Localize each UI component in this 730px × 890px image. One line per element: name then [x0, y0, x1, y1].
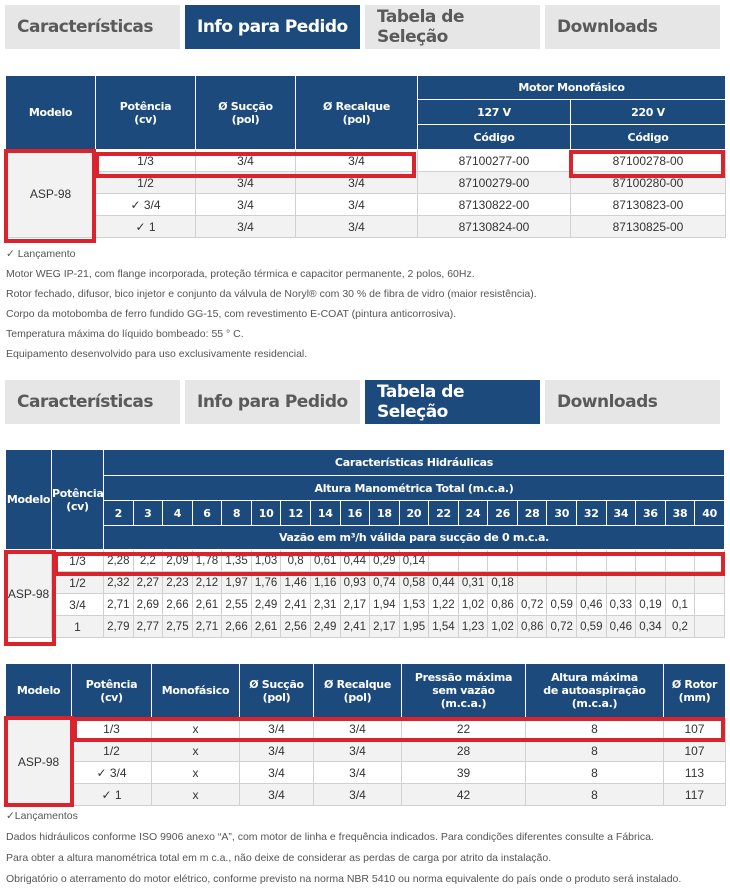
flow-cell — [488, 550, 518, 572]
flow-cell: 2,31 — [310, 594, 340, 616]
col-220v: 220 V — [571, 100, 726, 125]
col-modelo: Modelo — [6, 450, 52, 550]
note-line: Corpo da motobomba de ferro fundido GG-15, com revestimento E-COAT (pintura anticorrosiva). — [6, 308, 457, 320]
rotor-cell: 107 — [664, 718, 726, 740]
flow-cell: 2,56 — [281, 616, 311, 638]
col-potencia: Potência (cv) — [96, 76, 196, 150]
head-16: 16 — [340, 501, 370, 526]
recalque-cell: 3/4 — [314, 762, 402, 784]
potencia-cell: 1/3 — [96, 150, 196, 172]
flow-cell: 0,33 — [606, 594, 636, 616]
flow-cell: 1,35 — [222, 550, 252, 572]
flow-cell: 0,61 — [310, 550, 340, 572]
table-row — [6, 594, 725, 616]
col-rotor: Ø Rotor (mm) — [664, 664, 726, 718]
flow-cell: 2,75 — [163, 616, 193, 638]
flow-cell: 0,72 — [547, 616, 577, 638]
pressao-cell: 28 — [402, 740, 526, 762]
flow-cell: 2,27 — [133, 572, 163, 594]
order-notes — [6, 244, 537, 364]
flow-cell: 1,97 — [222, 572, 252, 594]
flow-cell: 1,46 — [281, 572, 311, 594]
flow-cell: 1,78 — [192, 550, 222, 572]
flow-cell — [636, 550, 666, 572]
tab-info-pedido[interactable]: Info para Pedido — [185, 5, 360, 49]
col-altura-manometrica: Altura Manométrica Total (m.c.a.) — [104, 476, 725, 501]
rotor-cell: 117 — [664, 784, 726, 806]
tab-tabela-selecao[interactable]: Tabela de Seleção — [365, 380, 540, 424]
flow-cell: 2,2 — [133, 550, 163, 572]
rotor-cell: 113 — [664, 762, 726, 784]
succao-cell: 3/4 — [196, 194, 296, 216]
head-26: 26 — [488, 501, 518, 526]
potencia-cell: 1 — [52, 616, 104, 638]
succao-cell: 3/4 — [196, 150, 296, 172]
flow-cell: 2,69 — [133, 594, 163, 616]
flow-cell: 2,49 — [251, 594, 281, 616]
codigo-220-cell: 87100278-00 — [571, 150, 726, 172]
rotor-cell: 107 — [664, 740, 726, 762]
flow-cell — [606, 550, 636, 572]
flow-cell: 0,31 — [458, 572, 488, 594]
col-modelo: Modelo — [6, 76, 96, 150]
recalque-cell: 3/4 — [314, 740, 402, 762]
head-24: 24 — [458, 501, 488, 526]
tab-tabela-selecao[interactable]: Tabela de Seleção — [365, 5, 540, 49]
succao-cell: 3/4 — [240, 784, 314, 806]
spec-notes — [6, 806, 681, 890]
succao-cell: 3/4 — [196, 172, 296, 194]
head-3: 3 — [133, 501, 163, 526]
flow-cell — [636, 572, 666, 594]
hydraulic-table — [5, 449, 725, 638]
codigo-127-cell: 87130822-00 — [418, 194, 571, 216]
table-row — [6, 550, 725, 572]
flow-cell: 0,74 — [370, 572, 400, 594]
flow-cell — [547, 550, 577, 572]
flow-cell: 2,28 — [104, 550, 134, 572]
table-row — [6, 718, 726, 740]
flow-cell — [695, 616, 725, 638]
flow-cell: 1,95 — [399, 616, 429, 638]
note-line: ✓ Lançamento — [6, 248, 76, 260]
monofasico-cell: x — [152, 718, 240, 740]
flow-cell: 0,44 — [340, 550, 370, 572]
flow-cell: 2,41 — [340, 616, 370, 638]
col-succao: Ø Sucção (pol) — [196, 76, 296, 150]
flow-cell: 2,41 — [281, 594, 311, 616]
flow-cell — [517, 572, 547, 594]
head-4: 4 — [163, 501, 193, 526]
tab-caracteristicas[interactable]: Características — [5, 380, 180, 424]
monofasico-cell: x — [152, 762, 240, 784]
note-line: Dados hidráulicos conforme ISO 9906 anexo “A”, com motor de linha e frequência indicados. Para condições diferentes consulte a Fábrica. — [6, 831, 654, 843]
altura-cell: 8 — [526, 784, 664, 806]
recalque-cell: 3/4 — [296, 172, 418, 194]
recalque-cell: 3/4 — [296, 216, 418, 238]
flow-cell — [665, 550, 695, 572]
table-row — [6, 784, 726, 806]
flow-cell: 2,71 — [192, 616, 222, 638]
head-38: 38 — [665, 501, 695, 526]
flow-cell: 0,18 — [488, 572, 518, 594]
flow-cell: 2,71 — [104, 594, 134, 616]
flow-cell: 2,17 — [370, 616, 400, 638]
potencia-cell: ✓ 1 — [96, 216, 196, 238]
monofasico-cell: x — [152, 784, 240, 806]
flow-cell — [577, 572, 607, 594]
spec-table — [5, 663, 726, 806]
codigo-127-cell: 87130824-00 — [418, 216, 571, 238]
flow-cell: 0,8 — [281, 550, 311, 572]
flow-cell: 2,55 — [222, 594, 252, 616]
flow-cell — [458, 550, 488, 572]
tab-info-pedido[interactable]: Info para Pedido — [185, 380, 360, 424]
note-line: Motor WEG IP-21, com flange incorporada, proteção térmica e capacitor permanente, 2 polos, 60Hz. — [6, 268, 475, 280]
potencia-cell: 1/3 — [52, 550, 104, 572]
col-codigo-127: Código — [418, 125, 571, 150]
flow-cell: 0,29 — [370, 550, 400, 572]
col-codigo-220: Código — [571, 125, 726, 150]
flow-cell: 1,54 — [429, 616, 459, 638]
flow-cell: 2,09 — [163, 550, 193, 572]
col-recalque: Ø Recalque (pol) — [314, 664, 402, 718]
flow-cell — [695, 572, 725, 594]
col-altura-autoaspiracao: Altura máxima de autoaspiração (m.c.a.) — [526, 664, 664, 718]
flow-cell: 0,2 — [665, 616, 695, 638]
flow-cell — [606, 572, 636, 594]
codigo-220-cell: 87100280-00 — [571, 172, 726, 194]
flow-cell: 1,22 — [429, 594, 459, 616]
head-14: 14 — [310, 501, 340, 526]
monofasico-cell: x — [152, 740, 240, 762]
tab-downloads[interactable]: Downloads — [545, 5, 720, 49]
tab-bar-middle — [5, 380, 723, 424]
heads-row — [6, 501, 725, 526]
potencia-cell: 3/4 — [52, 594, 104, 616]
flow-cell: 0,58 — [399, 572, 429, 594]
head-34: 34 — [606, 501, 636, 526]
recalque-cell: 3/4 — [296, 194, 418, 216]
recalque-cell: 3/4 — [296, 150, 418, 172]
flow-cell: 2,49 — [310, 616, 340, 638]
note-line: ✓Lançamentos — [6, 810, 78, 822]
flow-cell: 1,02 — [458, 594, 488, 616]
pressao-cell: 39 — [402, 762, 526, 784]
table-row — [6, 762, 726, 784]
flow-cell — [695, 594, 725, 616]
table-row — [6, 194, 726, 216]
flow-cell: 1,94 — [370, 594, 400, 616]
col-modelo: Modelo — [6, 664, 72, 718]
flow-cell: 1,76 — [251, 572, 281, 594]
flow-cell — [547, 572, 577, 594]
note-line: Obrigatório o aterramento do motor elétrico, conforme previsto na norma NBR 5410 ou norma equivalente do país onde o produto será instalado. — [6, 873, 682, 885]
head-18: 18 — [370, 501, 400, 526]
head-30: 30 — [547, 501, 577, 526]
flow-cell: 2,23 — [163, 572, 193, 594]
table-row — [6, 216, 726, 238]
potencia-cell: ✓ 1 — [72, 784, 152, 806]
altura-cell: 8 — [526, 762, 664, 784]
recalque-cell: 3/4 — [314, 784, 402, 806]
flow-cell: 0,59 — [547, 594, 577, 616]
flow-cell: 2,66 — [222, 616, 252, 638]
flow-cell: 1,03 — [251, 550, 281, 572]
flow-cell: 0,14 — [399, 550, 429, 572]
tab-bar-top — [5, 5, 723, 49]
potencia-cell: 1/3 — [72, 718, 152, 740]
flow-cell — [429, 550, 459, 572]
head-20: 20 — [399, 501, 429, 526]
flow-cell: 2,66 — [163, 594, 193, 616]
note-line: Para obter a altura manométrica total em m c.a., não deixe de considerar as perdas de carga por atrito da instalação. — [6, 852, 552, 864]
flow-cell: 0,34 — [636, 616, 666, 638]
flow-cell: 2,61 — [251, 616, 281, 638]
table-row — [6, 616, 725, 638]
table-row — [6, 572, 725, 594]
model-cell: ASP-98 — [6, 550, 52, 638]
flow-cell: 2,17 — [340, 594, 370, 616]
codigo-127-cell: 87100279-00 — [418, 172, 571, 194]
flow-cell: 1,23 — [458, 616, 488, 638]
flow-cell: 0,19 — [636, 594, 666, 616]
order-table — [5, 75, 726, 238]
table-row — [6, 172, 726, 194]
note-line: Rotor fechado, difusor, bico injetor e conjunto da válvula de Noryl® com 30 % de fibra de vidro (maior resistência). — [6, 288, 537, 300]
flow-cell: 0,1 — [665, 594, 695, 616]
flow-cell — [665, 572, 695, 594]
flow-cell: 0,44 — [429, 572, 459, 594]
head-40: 40 — [695, 501, 725, 526]
altura-cell: 8 — [526, 718, 664, 740]
flow-cell: 2,79 — [104, 616, 134, 638]
succao-cell: 3/4 — [240, 740, 314, 762]
flow-cell: 1,53 — [399, 594, 429, 616]
codigo-220-cell: 87130825-00 — [571, 216, 726, 238]
head-22: 22 — [429, 501, 459, 526]
table-row — [6, 740, 726, 762]
flow-cell: 2,61 — [192, 594, 222, 616]
flow-cell: 0,72 — [517, 594, 547, 616]
col-127v: 127 V — [418, 100, 571, 125]
model-cell: ASP-98 — [6, 718, 72, 806]
potencia-cell: 1/2 — [96, 172, 196, 194]
flow-cell: 0,93 — [340, 572, 370, 594]
head-12: 12 — [281, 501, 311, 526]
pressao-cell: 22 — [402, 718, 526, 740]
potencia-cell: ✓ 3/4 — [96, 194, 196, 216]
col-potencia: Potência (cv) — [72, 664, 152, 718]
altura-cell: 8 — [526, 740, 664, 762]
note-line: Temperatura máxima do líquido bombeado: 55 ° C. — [6, 328, 244, 340]
tab-downloads[interactable]: Downloads — [545, 380, 720, 424]
succao-cell: 3/4 — [196, 216, 296, 238]
col-recalque: Ø Recalque (pol) — [296, 76, 418, 150]
potencia-cell: 1/2 — [52, 572, 104, 594]
flow-cell: 2,32 — [104, 572, 134, 594]
head-6: 6 — [192, 501, 222, 526]
col-succao: Ø Sucção (pol) — [240, 664, 314, 718]
potencia-cell: ✓ 3/4 — [72, 762, 152, 784]
table-row — [6, 150, 726, 172]
tab-caracteristicas[interactable]: Características — [5, 5, 180, 49]
head-32: 32 — [577, 501, 607, 526]
flow-cell: 0,86 — [517, 616, 547, 638]
flow-cell: 0,86 — [488, 594, 518, 616]
head-28: 28 — [517, 501, 547, 526]
codigo-220-cell: 87130823-00 — [571, 194, 726, 216]
succao-cell: 3/4 — [240, 762, 314, 784]
flow-cell — [695, 550, 725, 572]
head-10: 10 — [251, 501, 281, 526]
head-2: 2 — [104, 501, 134, 526]
pressao-cell: 42 — [402, 784, 526, 806]
col-potencia: Potência (cv) — [52, 450, 104, 550]
model-cell: ASP-98 — [6, 150, 96, 238]
flow-cell: 0,46 — [606, 616, 636, 638]
flow-cell: 2,77 — [133, 616, 163, 638]
flow-cell: 1,16 — [310, 572, 340, 594]
head-36: 36 — [636, 501, 666, 526]
potencia-cell: 1/2 — [72, 740, 152, 762]
col-caracteristicas: Características Hidráulicas — [104, 450, 725, 476]
flow-cell — [517, 550, 547, 572]
flow-cell: 2,12 — [192, 572, 222, 594]
flow-cell: 1,02 — [488, 616, 518, 638]
col-pressao: Pressão máxima sem vazão (m.c.a.) — [402, 664, 526, 718]
head-8: 8 — [222, 501, 252, 526]
col-vazao: Vazão em m³/h válida para sucção de 0 m.c.a. — [104, 526, 725, 550]
recalque-cell: 3/4 — [314, 718, 402, 740]
col-motor-monofasico: Motor Monofásico — [418, 76, 726, 100]
flow-cell: 0,59 — [577, 616, 607, 638]
succao-cell: 3/4 — [240, 718, 314, 740]
note-line: Equipamento desenvolvido para uso exclusivamente residencial. — [6, 348, 308, 360]
codigo-127-cell: 87100277-00 — [418, 150, 571, 172]
flow-cell: 0,46 — [577, 594, 607, 616]
col-monofasico: Monofásico — [152, 664, 240, 718]
flow-cell — [577, 550, 607, 572]
